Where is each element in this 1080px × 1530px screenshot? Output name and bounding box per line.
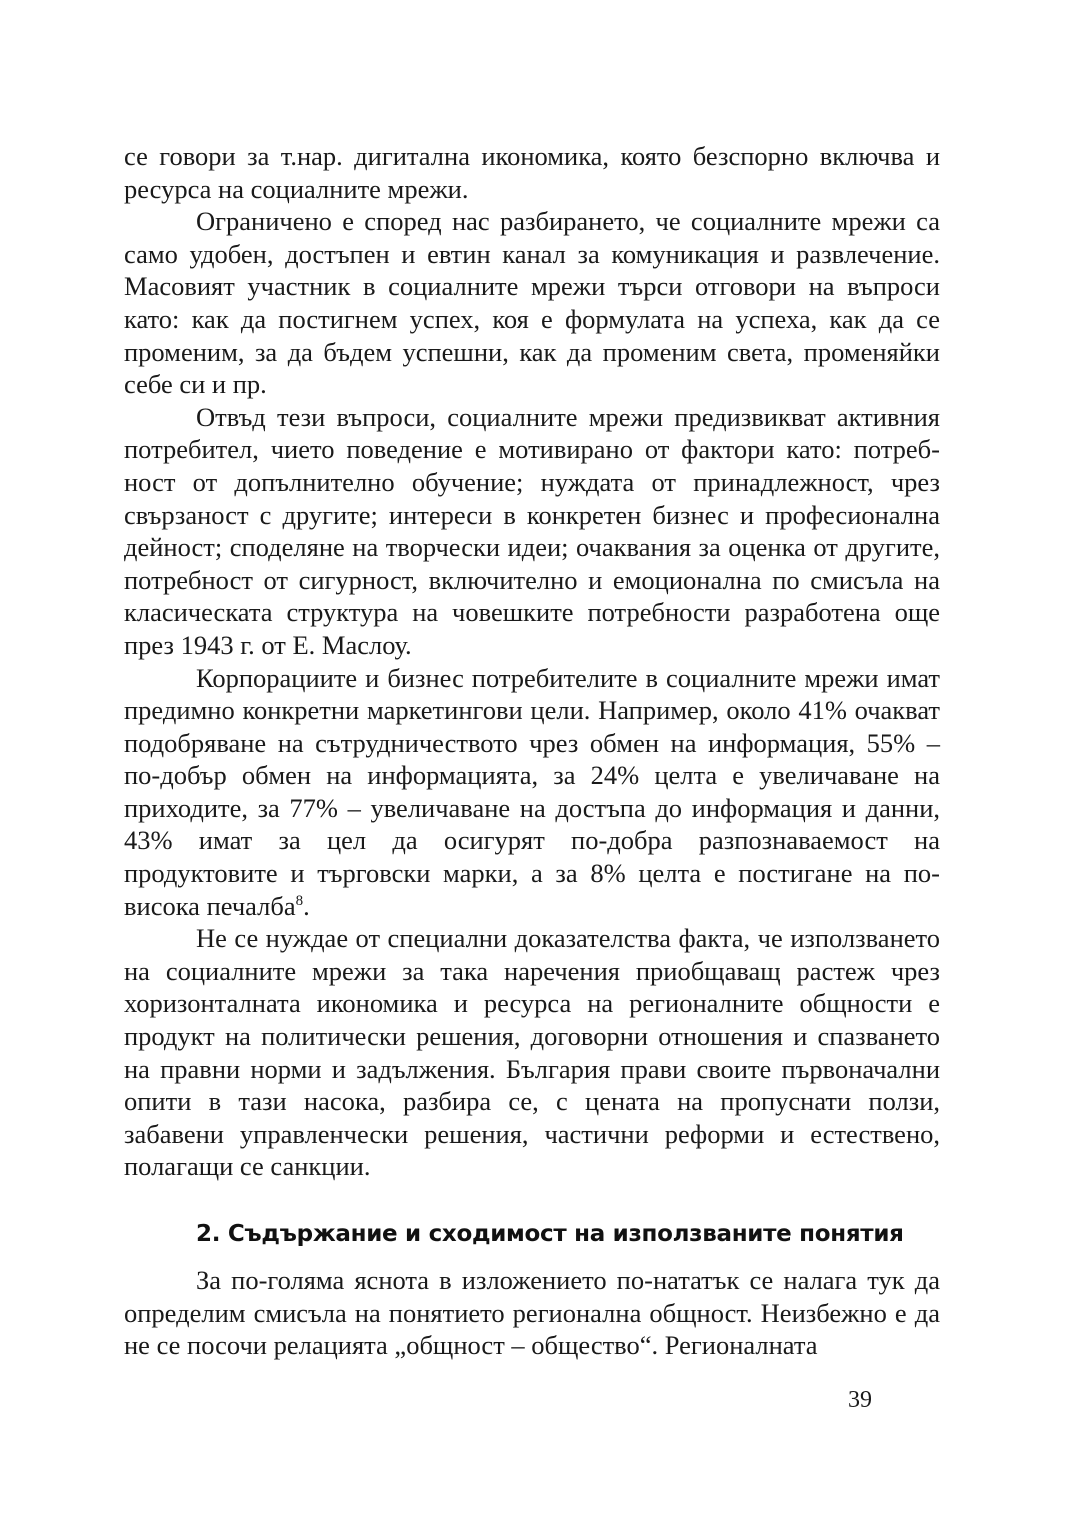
page-body <box>124 140 940 1362</box>
paragraph-3: Отвъд тези въпроси, социалните мрежи предизвикват активния потребител, чието поведение е мотивирано от фактори като: потребност от допълнително обучение; нуждата от принадлежност, чрез свързаност с другите; интереси в конкретен бизнес и професионална дейност; споделяне на творчески идеи; очаквания за оценка от другите, потребност от сигурност, включително и емоционална по смисъла на класическата структура на човешките потребности разработена още през 1943 г. от Е. Маслоу. <box>124 401 940 660</box>
page-number: 39 <box>848 1387 872 1413</box>
footnote-reference: 8 <box>295 892 304 909</box>
paragraph-5: Не се нуждае от специални доказателства факта, че използването на социалните мрежи за така наречения приобщаващ растеж чрез хоризонталната икономика и ресурса на регионалните общности е продукт на политически решения, договорни отношения и спазването на правни норми и задължения. България прави своите първоначални опити в тази насока, разбира се, с цената на пропуснати ползи, забавени управленчески решения, частични реформи и естествено, полагащи се санкции. <box>124 923 940 1182</box>
paragraph-4-text: Корпорациите и бизнес потребителите в социалните мрежи имат предимно конкретни маркетингови цели. Например, около 41% очакват подобряване на сътрудничеството чрез обмен на информация, 55% – по-добър обмен на информацията, за 24% целта е увеличаване на приходите, за 77% – увеличаване на достъпа до информация и данни, 43% имат за цел да осигурят по-добра разпознаваемост на продуктовите и търговски марки, а за 8% целта е постигане на по-висока печалба <box>124 662 940 921</box>
section-heading: 2. Съдържание и сходимост на използваните понятия <box>196 1221 904 1247</box>
paragraph-1: се говори за т.нар. дигитална икономика, която безспорно включва и ресурса на социалните мрежи. <box>124 141 940 204</box>
paragraph-2: Ограничено е според нас разбирането, че социалните мрежи са само удобен, достъпен и евтин канал за комуникация и развлечение. Масовият участник в социалните мрежи търси отговори на въпроси като: как да постигнем успех, коя е формулата на успеха, как да се променим, за да бъдем успешни, как да променим света, променяйки себе си и пр. <box>124 206 940 400</box>
paragraph-4-end: . <box>303 890 310 921</box>
paragraph-4 <box>124 662 940 923</box>
paragraph-6: За по-голяма яснота в изложението по-нататък се налага тук да определим смисъла на понятието регионална общност. Неизбежно е да не се посочи релацията „общност – общество“. Регионалната <box>124 1265 940 1361</box>
